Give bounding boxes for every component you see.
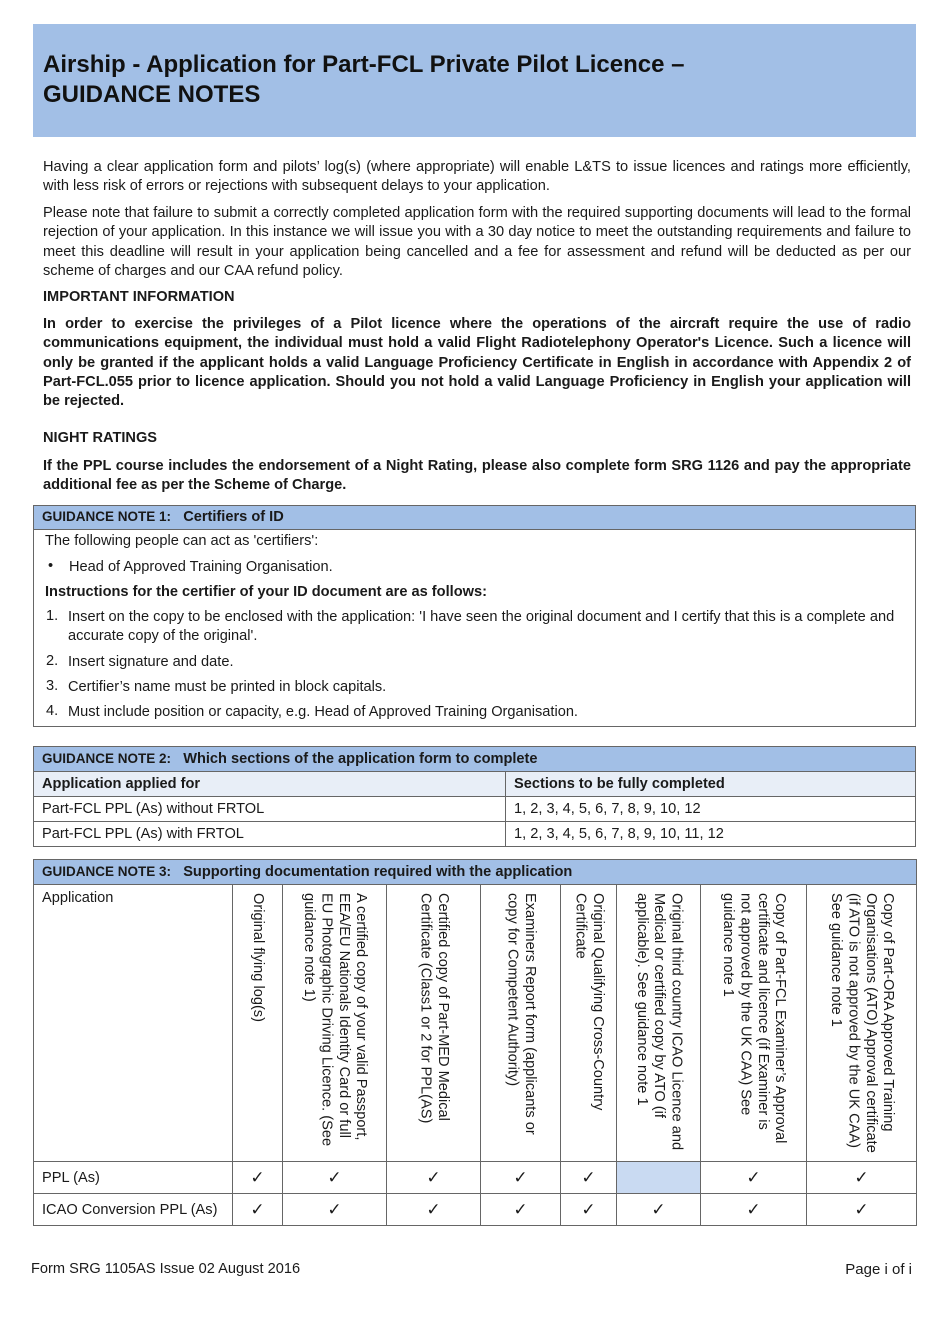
gn1-intro: The following people can act as 'certifiers': (45, 533, 319, 549)
gn2-app-cell: Part-FCL PPL (As) with FRTOL (34, 822, 506, 847)
check-icon: ✓ (561, 1162, 617, 1194)
table-row (34, 1162, 917, 1194)
gn3-col-header (387, 885, 481, 1162)
gn1-bullet-marker: • (48, 558, 54, 574)
gn2-app-cell: Part-FCL PPL (As) without FRTOL (34, 797, 506, 822)
gn1-bullet: Head of Approved Training Organisation. (69, 559, 333, 575)
table-row (34, 1194, 917, 1226)
gn3-col-header (283, 885, 387, 1162)
gn3-col-text: Copy of Part-FCL Examiner’s Approval certificate and licence (if Examiner is not approved by the UK CAA) See guidance note 1 (720, 893, 789, 1144)
gn3-header (34, 860, 917, 885)
gn1-step: Certifier’s name must be printed in block capitals. (68, 679, 387, 695)
check-icon: ✓ (233, 1194, 283, 1226)
gn3-col-header (807, 885, 917, 1162)
gn2-sections-cell: 1, 2, 3, 4, 5, 6, 7, 8, 9, 10, 12 (506, 797, 916, 822)
intro-paragraph-2: Please note that failure to submit a correctly completed application form with the required supporting documents will lead to the formal rejection of your application. In this instance we will issue you with a 30 day notice to meet the outstanding requirements and failure to meet this deadline will result in your application being cancelled and a fee for assessment and refund will be deducted as per our scheme of charges and our CAA refund policy. (43, 205, 911, 279)
gn1-step-number: 1. (46, 608, 59, 624)
gn2-title: Which sections of the application form to complete (183, 751, 538, 767)
gn3-app-cell: PPL (As) (34, 1162, 233, 1194)
gn1-step: Insert signature and date. (68, 654, 234, 670)
table-row (34, 822, 916, 847)
gn3-col-text: A certified copy of your valid Passport, EEA/EU Nationals Identity Card or full EU Photographic Driving Licence. (See guidance note 1) (301, 893, 370, 1147)
gn3-col-text: Certified copy of Part-MED Medical Certificate (Class1 or 2 for PPL(AS) (417, 893, 451, 1124)
check-icon: ✓ (701, 1194, 807, 1226)
gn3-col-header (701, 885, 807, 1162)
page-number: Page i of i (845, 1261, 912, 1278)
gn1-instructions-heading: Instructions for the certifier of your ID document are as follows: (45, 584, 487, 600)
check-icon: ✓ (387, 1162, 481, 1194)
gn3-title: Supporting documentation required with the application (183, 864, 573, 880)
check-icon: ✓ (481, 1162, 561, 1194)
gn3-col-text: Original Qualifying Cross-Country Certificate (572, 893, 606, 1111)
gn1-label: GUIDANCE NOTE 1: (42, 509, 172, 524)
check-icon: ✓ (701, 1162, 807, 1194)
gn3-col-header (561, 885, 617, 1162)
gn2-label: GUIDANCE NOTE 2: (42, 751, 172, 766)
shaded-empty-cell (617, 1162, 701, 1194)
gn3-label: GUIDANCE NOTE 3: (42, 864, 172, 879)
form-reference: Form SRG 1105AS Issue 02 August 2016 (31, 1261, 301, 1277)
title-banner (33, 24, 916, 137)
table-row (34, 797, 916, 822)
guidance-note-1 (33, 505, 916, 727)
gn2-col-sections: Sections to be fully completed (506, 772, 916, 797)
guidance-note-2-table (33, 746, 916, 847)
gn1-step-number: 3. (46, 678, 59, 694)
check-icon: ✓ (807, 1162, 917, 1194)
gn3-caption (34, 860, 917, 885)
gn3-col-text: Original third country ICAO Licence and Medical or certified copy by ATO (if applicable). See guidance note 1 (633, 893, 685, 1151)
guidance-note-3-table (33, 859, 917, 1226)
title-line-2: GUIDANCE NOTES (43, 81, 261, 108)
title-line-1: Airship - Application for Part-FCL Private Pilot Licence – (43, 51, 685, 78)
gn3-col-header (481, 885, 561, 1162)
gn3-app-cell: ICAO Conversion PPL (As) (34, 1194, 233, 1226)
night-text: If the PPL course includes the endorsement of a Night Rating, please also complete form SRG 1126 and pay the appropriate additional fee as per the Scheme of Charge. (43, 458, 911, 494)
gn3-col-text: Copy of Part-ORA Approved Training Organisations (ATO) Approval certificate (if ATO is not approved by the UK CAA) See guidance note 1 (828, 893, 897, 1153)
check-icon: ✓ (233, 1162, 283, 1194)
gn2-caption (34, 747, 916, 772)
important-text: In order to exercise the privileges of a Pilot licence where the operations of the aircraft require the use of radio communications equipment, the individual must hold a valid Flight Radiotelephony Operator's Licence. Such a licence will only be granted if the applicant holds a valid Language Proficiency Certificate in English in accordance with Appendix 2 of Part-FCL.055 prior to licence application. Should you not hold a valid Language Proficiency in English your application will be rejected. (43, 316, 911, 410)
page-title (43, 50, 684, 110)
check-icon: ✓ (283, 1194, 387, 1226)
gn3-col-header (617, 885, 701, 1162)
night-heading: NIGHT RATINGS (43, 430, 158, 446)
check-icon: ✓ (561, 1194, 617, 1226)
gn3-col-application: Application (34, 885, 233, 1162)
check-icon: ✓ (807, 1194, 917, 1226)
gn1-step-number: 4. (46, 703, 59, 719)
check-icon: ✓ (481, 1194, 561, 1226)
gn2-header (34, 747, 916, 772)
gn1-step: Must include position or capacity, e.g. Head of Approved Training Organisation. (68, 704, 578, 720)
gn1-title: Certifiers of ID (183, 509, 284, 525)
gn3-column-headers (34, 885, 917, 1162)
gn1-step-number: 2. (46, 653, 59, 669)
check-icon: ✓ (283, 1162, 387, 1194)
gn2-column-headers (34, 772, 916, 797)
gn3-col-text: Examiners Report form (applicants or copy for Competent Authority) (504, 893, 538, 1135)
important-heading: IMPORTANT INFORMATION (43, 289, 235, 305)
gn1-step: Insert on the copy to be enclosed with the application: 'I have seen the original document and I certify that this is a complete and accurate copy of the original'. (68, 609, 895, 645)
gn1-header (34, 506, 915, 530)
gn3-col-text: Original flying log(s) (250, 893, 267, 1022)
gn3-col-header (233, 885, 283, 1162)
check-icon: ✓ (387, 1194, 481, 1226)
gn2-sections-cell: 1, 2, 3, 4, 5, 6, 7, 8, 9, 10, 11, 12 (506, 822, 916, 847)
check-icon: ✓ (617, 1194, 701, 1226)
gn2-col-application: Application applied for (34, 772, 506, 797)
intro-paragraph-1: Having a clear application form and pilots’ log(s) (where appropriate) will enable L&TS to issue licences and ratings more efficiently, with less risk of errors or rejections with subsequent delays to your application. (43, 159, 911, 195)
